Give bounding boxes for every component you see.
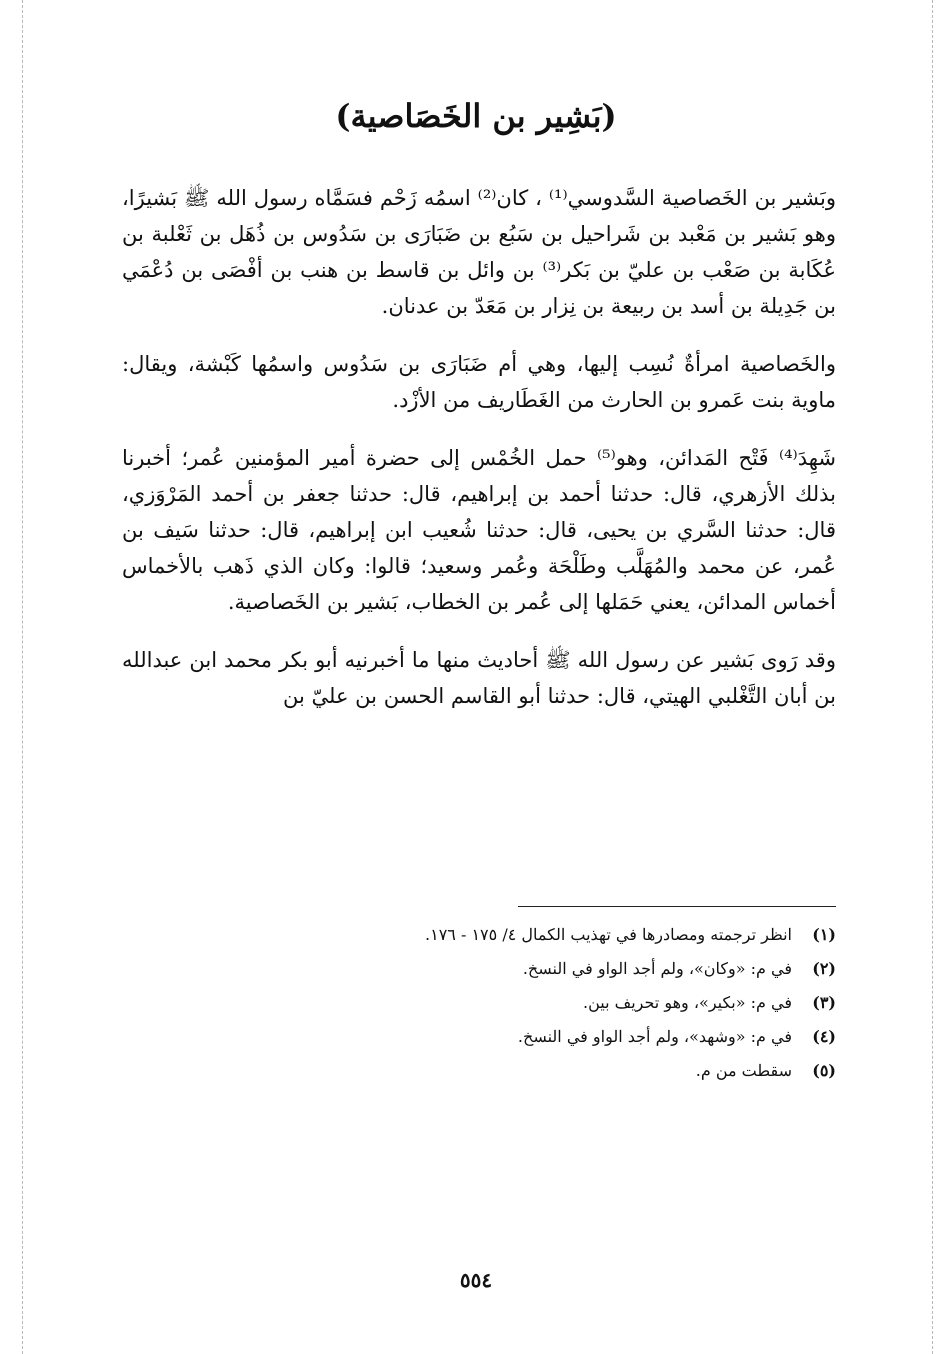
paragraph: شَهِدَ⁽⁴⁾ فَتْح المَدائن، وهو⁽⁵⁾ حمل الخُمْس إلى حضرة أمير المؤمنين عُمر؛ أخبرنا بذلك الأزهري، قال: حدثنا أحمد بن إبراهيم، قال: حدثنا جعفر بن أحمد المَرْوَزي، قال: حدثنا السَّري بن يحيى، قال: حدثنا شُعيب ابن إبراهيم، قال: حدثنا سَيف بن عُمر، عن محمد والمُهَلَّب وطَلْحَة وعُمر وسعيد؛ قالوا: وكان الذي ذَهب بالأخماس أخماس المدائن، يعني حَمَلها إلى عُمر بن الخطاب، بَشير بن الخَصاصية. [122,446,837,614]
footnote-number: (٥) [812,1061,836,1080]
page-title: (بَشِير بن الخَصَاصية) [335,97,617,135]
body-text [122,180,836,736]
page-number: ٥٥٤ [459,1268,493,1292]
page-edge-line-left [22,0,23,1354]
footnote [300,1054,836,1088]
paragraph: والخَصاصية امرأةٌ نُسِب إليها، وهي أم ضَبَارَى بن سَدُوس واسمُها كَبْشة، ويقال: ماوية بنت عَمرو بن الحارث من الغَطَاريف من الأزْد. [122,352,836,412]
footnote [300,986,836,1020]
footnote-text: سقطت من م. [695,1061,792,1080]
footnote-number: (٣) [812,993,836,1012]
paragraph: وبَشير بن الخَصاصية السَّدوسي⁽¹⁾ ، كان⁽²⁾ اسمُه زَحْم فسَمَّاه رسول الله ﷺ بَشيرًا، وهو بَشير بن مَعْبد بن شَراحيل بن سَبُع بن ضَبَارَى بن سَدُوس بن ذُهَل بن ثَعْلبة بن عُكَابة بن صَعْب بن عليّ بن بَكر⁽³⁾ بن وائل بن قاسط بن هنب بن أفْصَى بن دُعْمَي بن جَدِيلة بن أسد بن ربيعة بن نِزار بن مَعَدّ بن عدنان. [122,186,836,318]
footnotes [300,918,836,1088]
page-edge-line-right [932,0,933,1354]
footnote-text: في م: «وشهد»، ولم أجد الواو في النسخ. [517,1027,792,1046]
footnote [300,918,836,952]
footnote-number: (٢) [812,959,836,978]
footnote-text: في م: «بكير»، وهو تحريف بين. [583,993,792,1012]
footnote-text: انظر ترجمته ومصادرها في تهذيب الكمال ٤/ ١٧٥ - ١٧٦. [425,925,792,944]
footnote-text: في م: «وكان»، ولم أجد الواو في النسخ. [522,959,792,978]
footnote-number: (١) [812,925,836,944]
paragraph: وقد رَوى بَشير عن رسول الله ﷺ أحاديث منها ما أخبرنيه أبو بكر محمد ابن عبدالله بن أبان التَّغْلبي الهيتي، قال: حدثنا أبو القاسم الحسن بن عليّ بن [122,648,836,708]
footnote [300,1020,836,1054]
footnote [300,952,836,986]
footnote-number: (٤) [812,1027,836,1046]
footnote-divider [518,906,836,907]
